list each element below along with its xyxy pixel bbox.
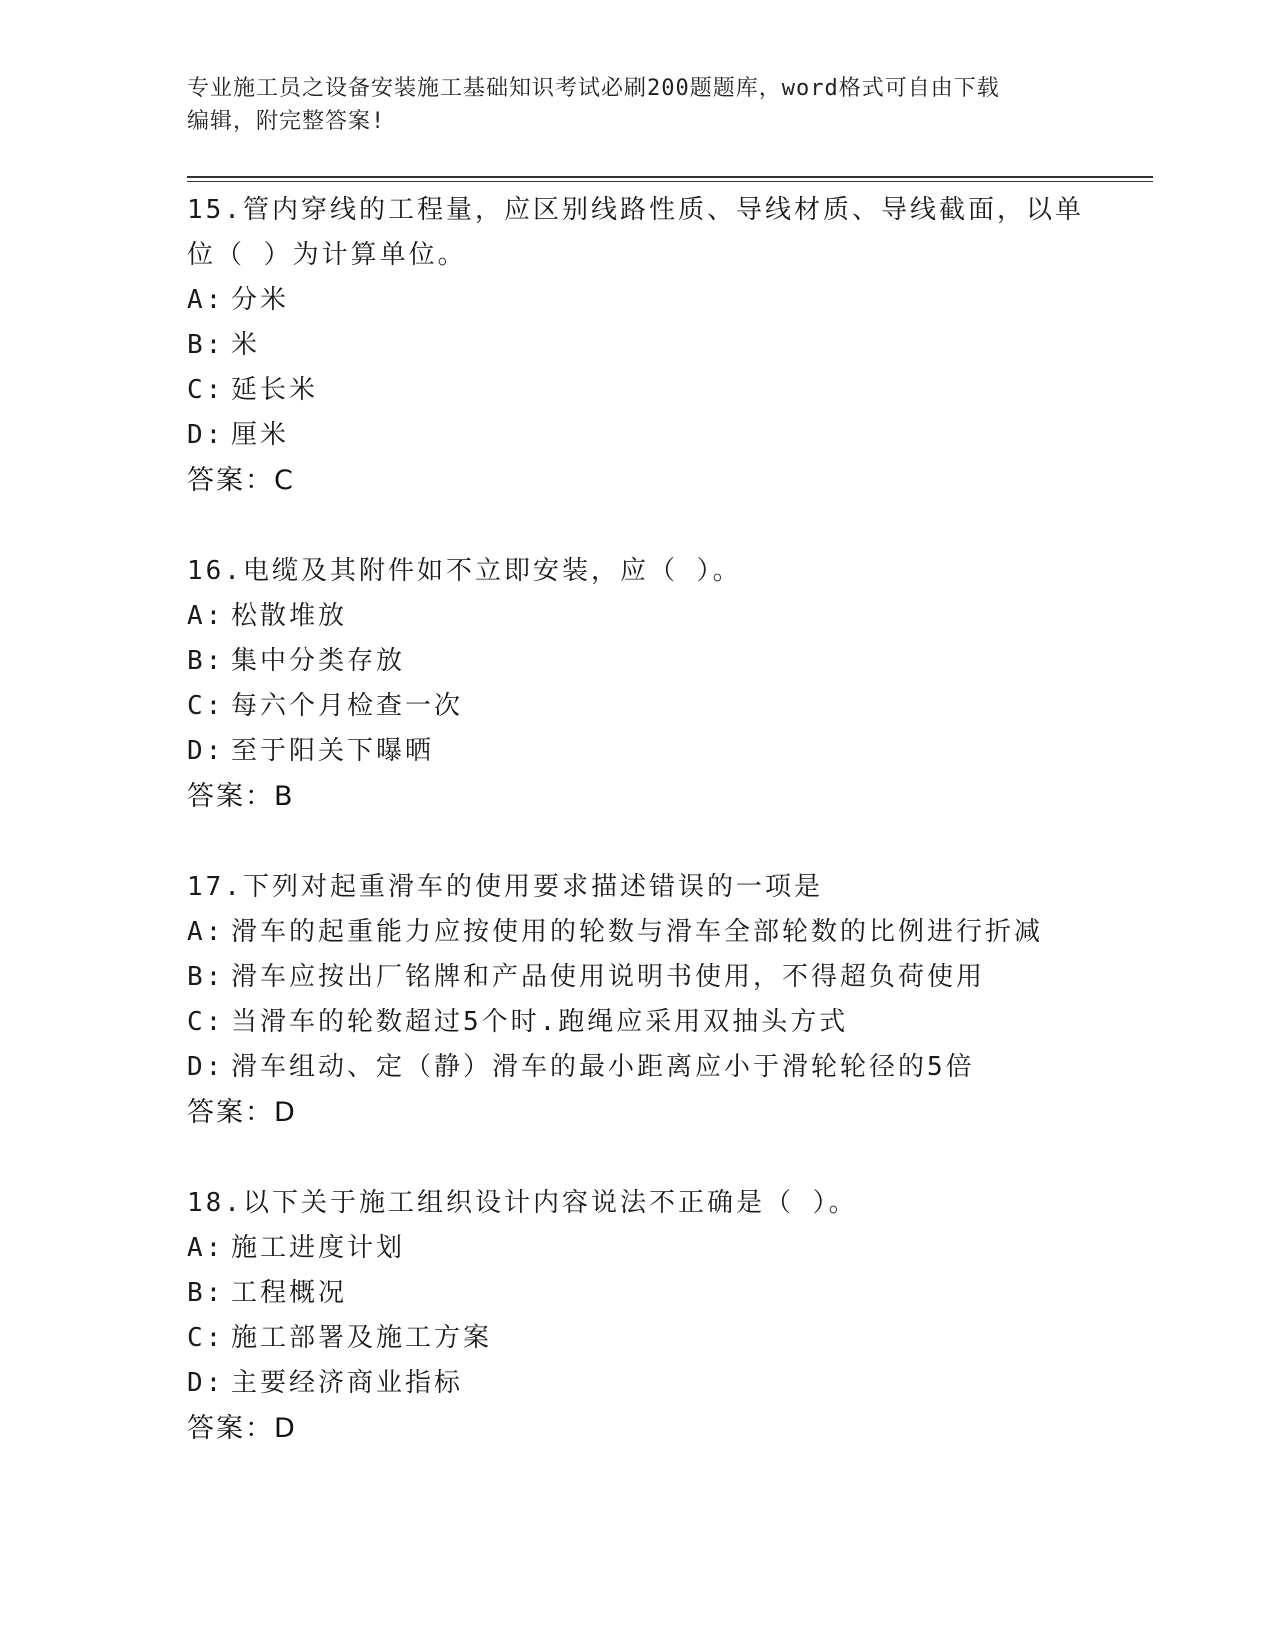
option-text: 施工部署及施工方案 <box>231 1323 493 1353</box>
option-letter: A: <box>187 917 225 947</box>
option-text: 滑车组动、定（静）滑车的最小距离应小于滑轮轮径的5倍 <box>231 1052 975 1082</box>
option-b <box>187 323 1087 368</box>
header-divider-thin <box>187 181 1153 182</box>
option-text: 松散堆放 <box>231 601 348 631</box>
option-d <box>187 413 1087 458</box>
option-letter: C: <box>187 1007 225 1037</box>
option-letter: B: <box>187 330 225 360</box>
question-stem: 15.管内穿线的工程量，应区别线路性质、导线材质、导线截面，以单位（ ）为计算单位。 <box>187 195 1084 270</box>
option-c <box>187 1000 1087 1045</box>
option-c <box>187 684 1087 729</box>
option-d <box>187 1045 1087 1090</box>
question-stem: 17.下列对起重滑车的使用要求描述错误的一项是 <box>187 872 823 902</box>
option-text: 主要经济商业指标 <box>231 1368 464 1398</box>
option-letter: D: <box>187 1368 225 1398</box>
question-15 <box>187 188 1087 503</box>
option-letter: A: <box>187 601 225 631</box>
option-text: 分米 <box>231 285 290 315</box>
option-text: 施工进度计划 <box>231 1233 406 1263</box>
answer-line: 答案：B <box>187 781 295 812</box>
option-letter: A: <box>187 285 225 315</box>
option-letter: D: <box>187 736 225 766</box>
option-a <box>187 278 1087 323</box>
option-letter: D: <box>187 420 225 450</box>
question-stem: 18.以下关于施工组织设计内容说法不正确是（ ）。 <box>187 1188 858 1218</box>
option-text: 米 <box>231 330 261 360</box>
option-text: 厘米 <box>231 420 290 450</box>
option-b <box>187 1271 1087 1316</box>
option-text: 延长米 <box>231 375 319 405</box>
option-text: 工程概况 <box>231 1278 348 1308</box>
option-letter: B: <box>187 1278 225 1308</box>
option-letter: C: <box>187 691 225 721</box>
option-a <box>187 1226 1087 1271</box>
option-letter: C: <box>187 375 225 405</box>
option-letter: A: <box>187 1233 225 1263</box>
question-16 <box>187 549 1087 819</box>
question-17 <box>187 865 1087 1135</box>
header-title-line1: 专业施工员之设备安装施工基础知识考试必刷200题题库，word格式可自由下载 <box>187 76 1000 101</box>
header-divider-thick <box>187 176 1153 178</box>
option-letter: B: <box>187 962 225 992</box>
option-letter: C: <box>187 1323 225 1353</box>
answer-line: 答案：D <box>187 1413 297 1444</box>
option-text: 滑车的起重能力应按使用的轮数与滑车全部轮数的比例进行折减 <box>231 917 1044 947</box>
answer-line: 答案：D <box>187 1097 297 1128</box>
option-letter: B: <box>187 646 225 676</box>
option-text: 滑车应按出厂铭牌和产品使用说明书使用，不得超负荷使用 <box>231 962 986 992</box>
option-d <box>187 729 1087 774</box>
option-c <box>187 1316 1087 1361</box>
option-text: 集中分类存放 <box>231 646 406 676</box>
question-list <box>187 188 1087 1497</box>
option-a <box>187 594 1087 639</box>
question-18 <box>187 1181 1087 1451</box>
document-header <box>187 72 1087 138</box>
option-text: 当滑车的轮数超过5个时.跑绳应采用双抽头方式 <box>231 1007 849 1037</box>
option-b <box>187 955 1087 1000</box>
option-d <box>187 1361 1087 1406</box>
option-text: 每六个月检查一次 <box>231 691 464 721</box>
option-b <box>187 639 1087 684</box>
option-letter: D: <box>187 1052 225 1082</box>
option-text: 至于阳关下曝晒 <box>231 736 435 766</box>
header-title-line2: 编辑，附完整答案! <box>187 109 386 134</box>
question-stem: 16.电缆及其附件如不立即安装，应（ ）。 <box>187 556 742 586</box>
answer-line: 答案：C <box>187 465 295 496</box>
option-c <box>187 368 1087 413</box>
option-a <box>187 910 1087 955</box>
